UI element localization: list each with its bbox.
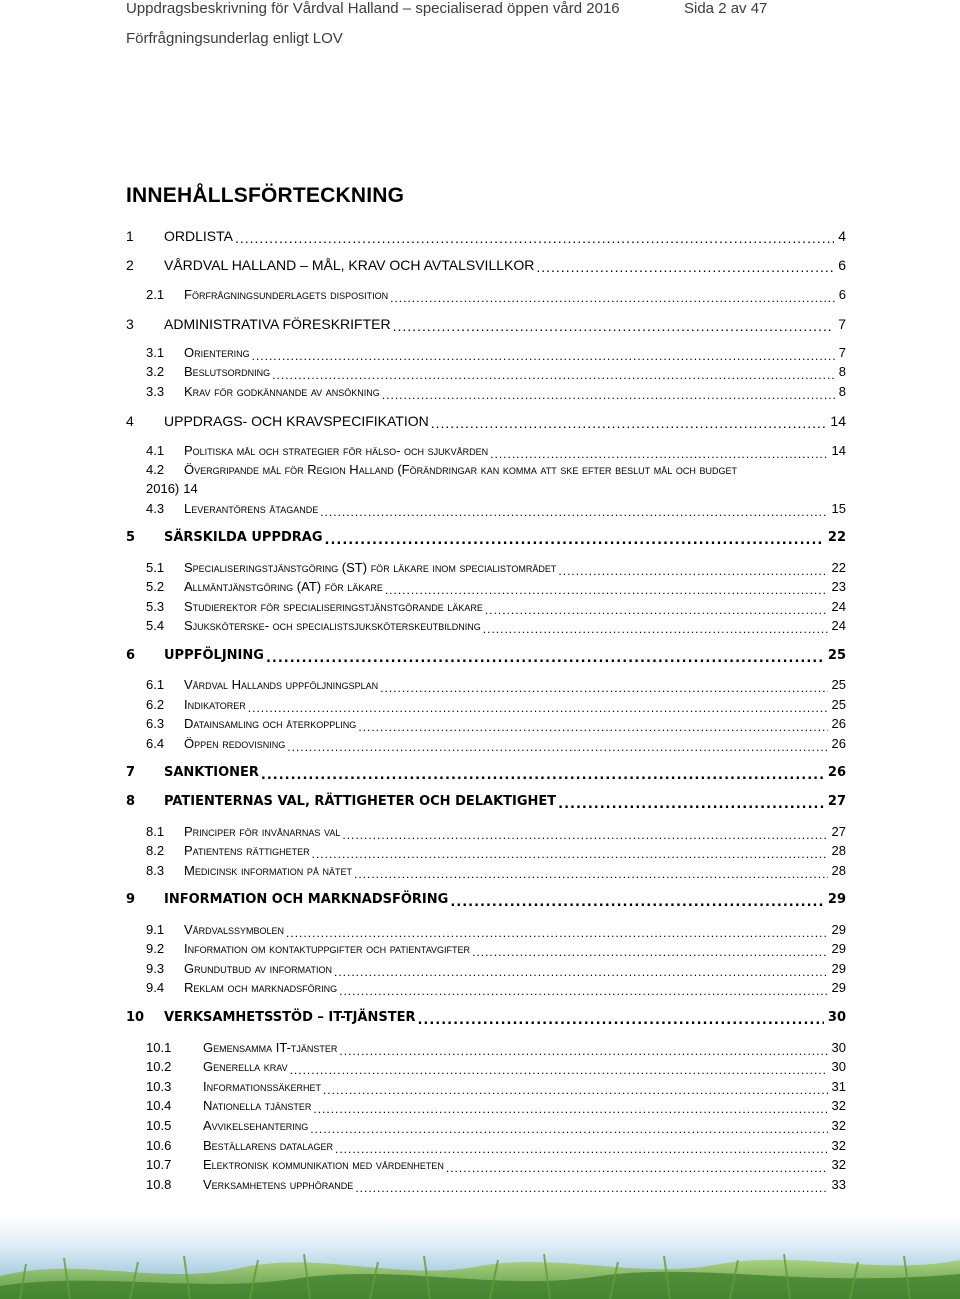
toc-entry-9-2[interactable] (146, 941, 846, 959)
toc-page: 32 (831, 1157, 846, 1172)
toc-entry-2-1[interactable] (146, 287, 846, 305)
toc-title: Allmäntjänstgöring (AT) för läkare (184, 579, 383, 594)
leader-dots (252, 349, 835, 363)
toc-number: 5.1 (146, 560, 165, 575)
page-number: Sida 2 av 47 (684, 0, 768, 17)
leader-dots (266, 652, 824, 666)
toc-title: SÄRSKILDA UPPDRAG (164, 530, 323, 545)
toc-title: INFORMATION OCH MARKNADSFÖRING (164, 892, 449, 907)
toc-entry-6-1[interactable] (146, 677, 846, 695)
leader-dots (485, 603, 828, 617)
toc-number: 10.6 (146, 1138, 172, 1153)
toc-number: 10 (126, 1010, 145, 1025)
toc-page: 26 (831, 716, 846, 731)
leader-dots (335, 1142, 828, 1156)
toc-page: 7 (838, 345, 846, 360)
toc-page: 4 (838, 228, 846, 244)
toc-title-continuation: 2016) (146, 481, 180, 496)
toc-title: ORDLISTA (164, 228, 233, 244)
toc-title: Datainsamling och återkoppling (184, 716, 357, 731)
toc-title: PATIENTERNAS VAL, RÄTTIGHETER OCH DELAKTIGHET (164, 794, 557, 809)
toc-number: 9 (126, 892, 136, 907)
toc-entry-10-8[interactable] (146, 1177, 846, 1195)
toc-page: 7 (838, 316, 846, 332)
toc-number: 5.4 (146, 618, 165, 633)
toc-title: Orientering (184, 345, 250, 360)
toc-number: 8.2 (146, 843, 165, 858)
leader-dots (393, 320, 835, 334)
toc-number: 5.2 (146, 579, 165, 594)
toc-title: Grundutbud av information (184, 961, 332, 976)
toc-title: ADMINISTRATIVA FÖRESKRIFTER (164, 316, 391, 332)
toc-entry-5-3[interactable] (146, 599, 846, 617)
toc-title: Beställarens datalager (203, 1138, 333, 1153)
toc-entry-5-4[interactable] (146, 618, 846, 636)
toc-entry-7[interactable] (126, 765, 846, 783)
toc-number: 3.1 (146, 345, 165, 360)
toc-entry-3-1[interactable] (146, 345, 846, 363)
toc-number: 1 (126, 228, 134, 244)
toc-entry-9-1[interactable] (146, 922, 846, 940)
toc-entry-3-2[interactable] (146, 364, 846, 382)
toc-entry-4-1[interactable] (146, 443, 846, 461)
toc-entry-9-3[interactable] (146, 961, 846, 979)
toc-number: 2 (126, 257, 134, 273)
toc-title: VERKSAMHETSSTÖD – IT-TJÄNSTER (164, 1010, 416, 1025)
leader-dots (558, 798, 824, 812)
toc-title: SANKTIONER (164, 765, 259, 780)
toc-entry-10-4[interactable] (146, 1098, 846, 1116)
toc-page: 25 (831, 677, 846, 692)
toc-page: 24 (831, 618, 846, 633)
toc-page: 32 (831, 1098, 846, 1113)
toc-page: 8 (838, 384, 846, 399)
toc-title: Information om kontaktuppgifter och patientavgifter (184, 941, 471, 956)
leader-dots (287, 740, 827, 754)
leader-dots (272, 368, 835, 382)
toc-entry-5[interactable] (126, 530, 846, 548)
leader-dots (286, 926, 827, 940)
toc-page: 27 (827, 794, 846, 809)
header-title: Uppdragsbeskrivning för Vårdval Halland – specialiserad öppen vård 2016 (126, 0, 620, 17)
leader-dots (313, 1102, 827, 1116)
leader-dots (446, 1161, 828, 1175)
toc-number: 4.1 (146, 443, 165, 458)
toc-number: 6.3 (146, 716, 165, 731)
toc-page: 26 (831, 736, 846, 751)
toc-number: 10.3 (146, 1079, 172, 1094)
toc-page: 8 (838, 364, 846, 379)
toc-entry-3-3[interactable] (146, 384, 846, 402)
toc-title: Principer för invånarnas val (184, 824, 341, 839)
toc-entry-6-2[interactable] (146, 697, 846, 715)
toc-page: 31 (831, 1079, 846, 1094)
toc-number: 10.4 (146, 1098, 172, 1113)
leader-dots (355, 1181, 827, 1195)
toc-page: 14 (183, 481, 198, 496)
leader-dots (450, 896, 824, 910)
toc-title: Öppen redovisning (184, 736, 286, 751)
toc-page: 30 (827, 1010, 846, 1025)
toc-page: 28 (831, 843, 846, 858)
leader-dots (382, 388, 835, 402)
toc-title: Övergripande mål för Region Halland (Förändringar kan komma att ske efter beslut mål och budget (184, 462, 737, 477)
toc-title: Sjuksköterske- och specialistsjuksköterskeutbildning (184, 618, 481, 633)
leader-dots (323, 1083, 828, 1097)
toc-entry-10-3[interactable] (146, 1079, 846, 1097)
toc-number: 6.1 (146, 677, 165, 692)
toc-number: 8.1 (146, 824, 165, 839)
toc-number: 6.2 (146, 697, 165, 712)
toc-entry-8-2[interactable] (146, 843, 846, 861)
toc-title: Krav för godkännande av ansökning (184, 384, 380, 399)
toc-number: 4 (126, 413, 134, 429)
leader-dots (261, 769, 824, 783)
toc-number: 7 (126, 765, 136, 780)
toc-page: 15 (831, 501, 846, 516)
toc-title: Förfrågningsunderlagets disposition (184, 287, 389, 302)
toc-number: 3.2 (146, 364, 165, 379)
toc-entry-9-4[interactable] (146, 980, 846, 998)
toc-entry-5-2[interactable] (146, 579, 846, 597)
toc-entry-1[interactable] (126, 228, 846, 246)
toc-number: 9.3 (146, 961, 165, 976)
leader-dots (312, 847, 828, 861)
leader-dots (490, 447, 827, 461)
toc-entry-10-7[interactable] (146, 1157, 846, 1175)
toc-entry-4-2[interactable] (146, 462, 846, 480)
toc-entry-4-3[interactable] (146, 501, 846, 519)
toc-page: 29 (831, 941, 846, 956)
toc-title: UPPDRAGS- OCH KRAVSPECIFIKATION (164, 413, 429, 429)
toc-number: 10.8 (146, 1177, 172, 1192)
toc-number: 10.2 (146, 1059, 172, 1074)
leader-dots (235, 232, 834, 246)
toc-title: Leverantörens åtagande (184, 501, 319, 516)
grass-footer-decoration (0, 1216, 960, 1299)
leader-dots (472, 945, 827, 959)
toc-number: 4.2 (146, 462, 165, 477)
toc-number: 2.1 (146, 287, 165, 302)
toc-title: Generella krav (203, 1059, 288, 1074)
toc-number: 9.1 (146, 922, 165, 937)
toc-number: 10.1 (146, 1040, 172, 1055)
leader-dots (334, 965, 828, 979)
toc-title: Nationella tjänster (203, 1098, 312, 1113)
toc-title: UPPFÖLJNING (164, 648, 264, 663)
header-subtitle: Förfrågningsunderlag enligt LOV (126, 30, 343, 47)
toc-entry-10-6[interactable] (146, 1138, 846, 1156)
toc-page: 33 (831, 1177, 846, 1192)
toc-number: 6 (126, 648, 136, 663)
toc-title: Beslutsordning (184, 364, 271, 379)
toc-entry-6[interactable] (126, 648, 846, 666)
leader-dots (248, 701, 828, 715)
toc-page: 26 (827, 765, 846, 780)
toc-title: Informationssäkerhet (203, 1079, 321, 1094)
toc-page: 29 (831, 961, 846, 976)
toc-number: 8 (126, 794, 136, 809)
toc-entry-4-2-continuation[interactable] (146, 481, 198, 496)
toc-entry-4[interactable] (126, 413, 846, 431)
toc-entry-2[interactable] (126, 257, 846, 275)
leader-dots (431, 417, 827, 431)
toc-number: 10.7 (146, 1157, 172, 1172)
toc-title: Vårdval Hallands uppföljningsplan (184, 677, 379, 692)
toc-title: Avvikelsehantering (203, 1118, 309, 1133)
toc-entry-9[interactable] (126, 892, 846, 910)
toc-entry-6-3[interactable] (146, 716, 846, 734)
toc-title: Gemensamma IT-tjänster (203, 1040, 338, 1055)
toc-page: 27 (831, 824, 846, 839)
toc-entry-5-1[interactable] (146, 560, 846, 578)
toc-title: Patientens rättigheter (184, 843, 310, 858)
leader-dots (483, 622, 828, 636)
toc-title: Medicinsk information på nätet (184, 863, 353, 878)
toc-page: 14 (831, 443, 846, 458)
leader-dots (417, 1014, 823, 1028)
toc-title: Vårdvalssymbolen (184, 922, 285, 937)
toc-page: 29 (831, 922, 846, 937)
toc-number: 5.3 (146, 599, 165, 614)
toc-entry-3[interactable] (126, 316, 846, 334)
toc-heading: INNEHÅLLSFÖRTECKNING (126, 184, 405, 207)
toc-number: 9.4 (146, 980, 165, 995)
toc-title: Reklam och marknadsföring (184, 980, 338, 995)
toc-entry-8-1[interactable] (146, 824, 846, 842)
leader-dots (358, 720, 827, 734)
toc-page: 32 (831, 1118, 846, 1133)
toc-page: 29 (827, 892, 846, 907)
leader-dots (385, 583, 828, 597)
toc-title: Specialiseringstjänstgöring (ST) för läkare inom specialistområdet (184, 560, 557, 575)
leader-dots (290, 1063, 828, 1077)
toc-number: 8.3 (146, 863, 165, 878)
leader-dots (339, 984, 827, 998)
leader-dots (339, 1044, 827, 1058)
toc-page: 28 (831, 863, 846, 878)
toc-number: 4.3 (146, 501, 165, 516)
toc-number: 6.4 (146, 736, 165, 751)
toc-entry-8-3[interactable] (146, 863, 846, 881)
toc-page: 29 (831, 980, 846, 995)
toc-title: Indikatorer (184, 697, 246, 712)
toc-title: VÅRDVAL HALLAND – MÅL, KRAV OCH AVTALSVILLKOR (164, 257, 535, 273)
toc-page: 25 (831, 697, 846, 712)
toc-page: 6 (838, 287, 846, 302)
toc-page: 22 (831, 560, 846, 575)
toc-number: 5 (126, 530, 136, 545)
toc-page: 30 (831, 1040, 846, 1055)
leader-dots (558, 564, 827, 578)
leader-dots (354, 867, 828, 881)
toc-page: 24 (831, 599, 846, 614)
toc-number: 10.5 (146, 1118, 172, 1133)
toc-entry-10[interactable] (126, 1010, 846, 1028)
toc-title: Politiska mål och strategier för hälso- och sjukvården (184, 443, 489, 458)
toc-title: Elektronisk kommunikation med vårdenheten (203, 1157, 444, 1172)
toc-page: 22 (827, 530, 846, 545)
toc-title: Verksamhetens upphörande (203, 1177, 354, 1192)
toc-number: 3.3 (146, 384, 165, 399)
toc-entry-6-4[interactable] (146, 736, 846, 754)
leader-dots (380, 681, 827, 695)
toc-entry-10-2[interactable] (146, 1059, 846, 1077)
toc-entry-8[interactable] (126, 794, 846, 812)
toc-page: 23 (831, 579, 846, 594)
toc-number: 9.2 (146, 941, 165, 956)
toc-page: 14 (830, 413, 846, 429)
leader-dots (325, 534, 824, 548)
leader-dots (310, 1122, 827, 1136)
toc-page: 30 (831, 1059, 846, 1074)
leader-dots (536, 261, 834, 275)
toc-number: 3 (126, 316, 134, 332)
toc-page: 32 (831, 1138, 846, 1153)
leader-dots (342, 828, 827, 842)
toc-page: 6 (838, 257, 846, 273)
toc-title: Studierektor för specialiseringstjänstgörande läkare (184, 599, 483, 614)
toc-entry-10-5[interactable] (146, 1118, 846, 1136)
toc-page: 25 (827, 648, 846, 663)
leader-dots (390, 291, 835, 305)
leader-dots (320, 505, 827, 519)
toc-entry-10-1[interactable] (146, 1040, 846, 1058)
